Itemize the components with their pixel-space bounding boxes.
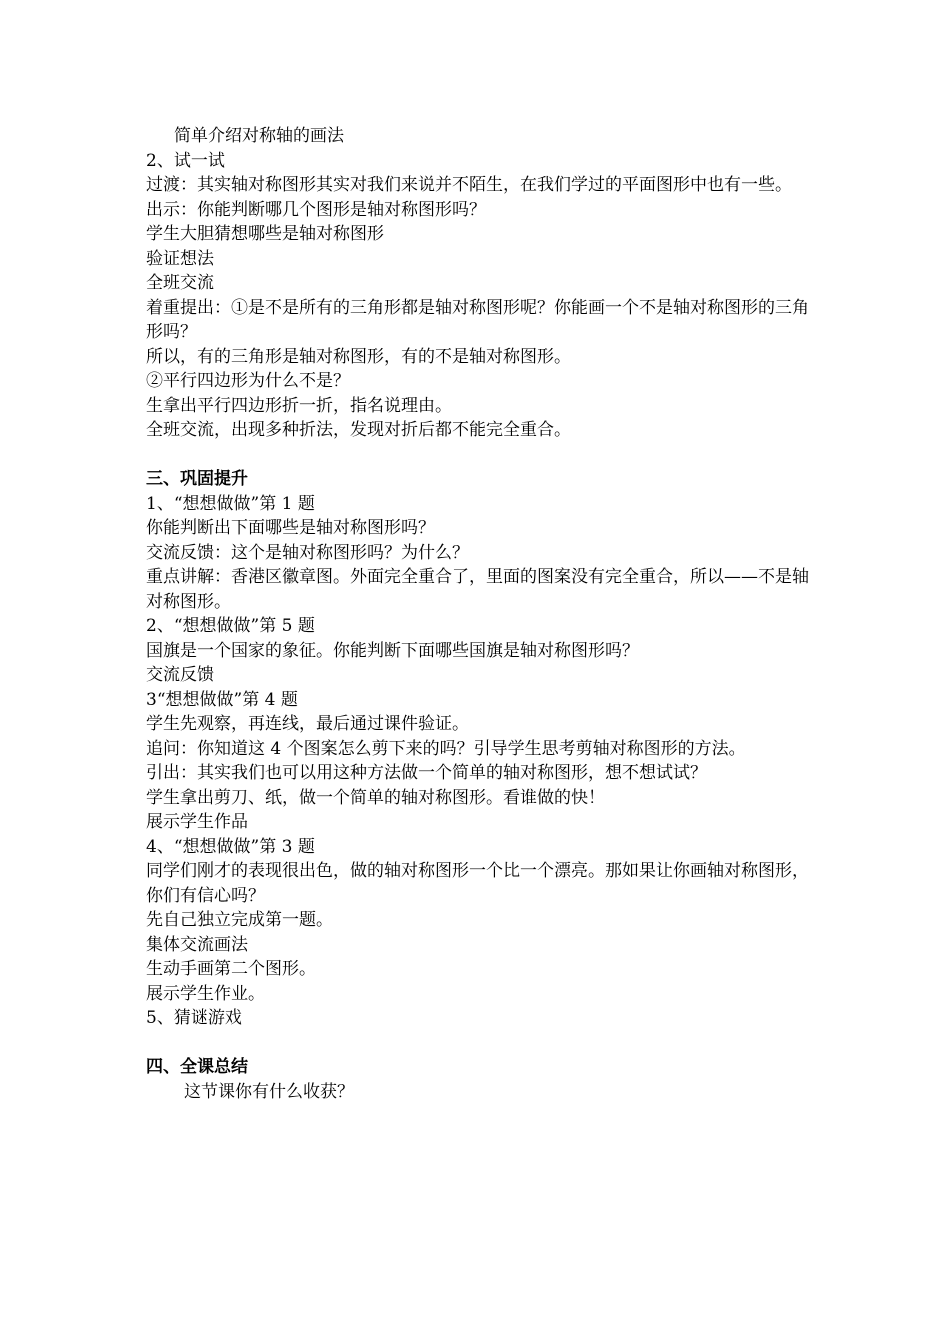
paragraph-line: 引出：其实我们也可以用这种方法做一个简单的轴对称图形，想不想试试？ xyxy=(146,763,707,783)
section-heading: 三、巩固提升 xyxy=(146,469,248,489)
paragraph-line: 出示：你能判断哪几个图形是轴对称图形吗？ xyxy=(146,199,486,220)
paragraph-line: 同学们刚才的表现很出色，做的轴对称图形一个比一个漂亮。那如果让你画轴对称图形，你们有信心吗？ xyxy=(146,861,809,906)
paragraph-line: 4、“想想做做”第 3 题 xyxy=(146,836,315,857)
paragraph-line: 全班交流 xyxy=(146,273,214,293)
paragraph-line: 3“想想做做”第 4 题 xyxy=(146,689,298,710)
paragraph-line: 简单介绍对称轴的画法 xyxy=(174,126,344,146)
paragraph-line: 生动手画第二个图形。 xyxy=(146,959,316,979)
paragraph-line: 你能判断出下面哪些是轴对称图形吗？ xyxy=(146,518,435,538)
paragraph-line: 2、“想想做做”第 5 题 xyxy=(146,616,315,636)
paragraph-line: 5、猜谜游戏 xyxy=(146,1008,242,1028)
paragraph-line: 着重提出：①是不是所有的三角形都是轴对称图形呢？你能画一个不是轴对称图形的三角形吗？ xyxy=(146,297,809,342)
paragraph-line: 交流反馈：这个是轴对称图形吗？为什么？ xyxy=(146,542,469,563)
paragraph-line: 1、“想想做做”第 1 题 xyxy=(146,493,315,514)
paragraph-line: 学生大胆猜想哪些是轴对称图形 xyxy=(146,224,384,244)
paragraph-line: 交流反馈 xyxy=(146,665,214,685)
section-heading: 四、全课总结 xyxy=(146,1057,248,1077)
paragraph-line: 2、试一试 xyxy=(146,150,225,171)
paragraph-line: 全班交流，出现多种折法，发现对折后都不能完全重合。 xyxy=(146,420,571,440)
paragraph-line: 过渡：其实轴对称图形其实对我们来说并不陌生，在我们学过的平面图形中也有一些。 xyxy=(146,175,792,195)
paragraph-line: 先自己独立完成第一题。 xyxy=(146,910,333,930)
paragraph-line: 展示学生作业。 xyxy=(146,983,265,1004)
paragraph-line: 展示学生作品 xyxy=(146,812,248,832)
paragraph-line: 学生先观察，再连线，最后通过课件验证。 xyxy=(146,714,469,734)
paragraph-line: 所以，有的三角形是轴对称图形，有的不是轴对称图形。 xyxy=(146,346,571,367)
paragraph-line: 重点讲解：香港区徽章图。外面完全重合了，里面的图案没有完全重合，所以——不是轴对称图形。 xyxy=(146,567,809,612)
paragraph-line: 生拿出平行四边形折一折，指名说理由。 xyxy=(146,395,452,416)
paragraph-line: 学生拿出剪刀、纸，做一个简单的轴对称图形。看谁做的快！ xyxy=(146,787,605,808)
paragraph-line: 国旗是一个国家的象征。你能判断下面哪些国旗是轴对称图形吗？ xyxy=(146,640,639,661)
paragraph-line: ②平行四边形为什么不是？ xyxy=(146,371,350,391)
blank-line xyxy=(146,443,810,468)
paragraph-line: 这节课你有什么收获？ xyxy=(184,1081,354,1102)
blank-line xyxy=(146,1031,810,1056)
paragraph-line: 集体交流画法 xyxy=(146,934,248,955)
paragraph-line: 追问：你知道这 4 个图案怎么剪下来的吗？引导学生思考剪轴对称图形的方法。 xyxy=(146,738,746,759)
paragraph-line: 验证想法 xyxy=(146,248,214,269)
document-body xyxy=(146,124,810,1104)
